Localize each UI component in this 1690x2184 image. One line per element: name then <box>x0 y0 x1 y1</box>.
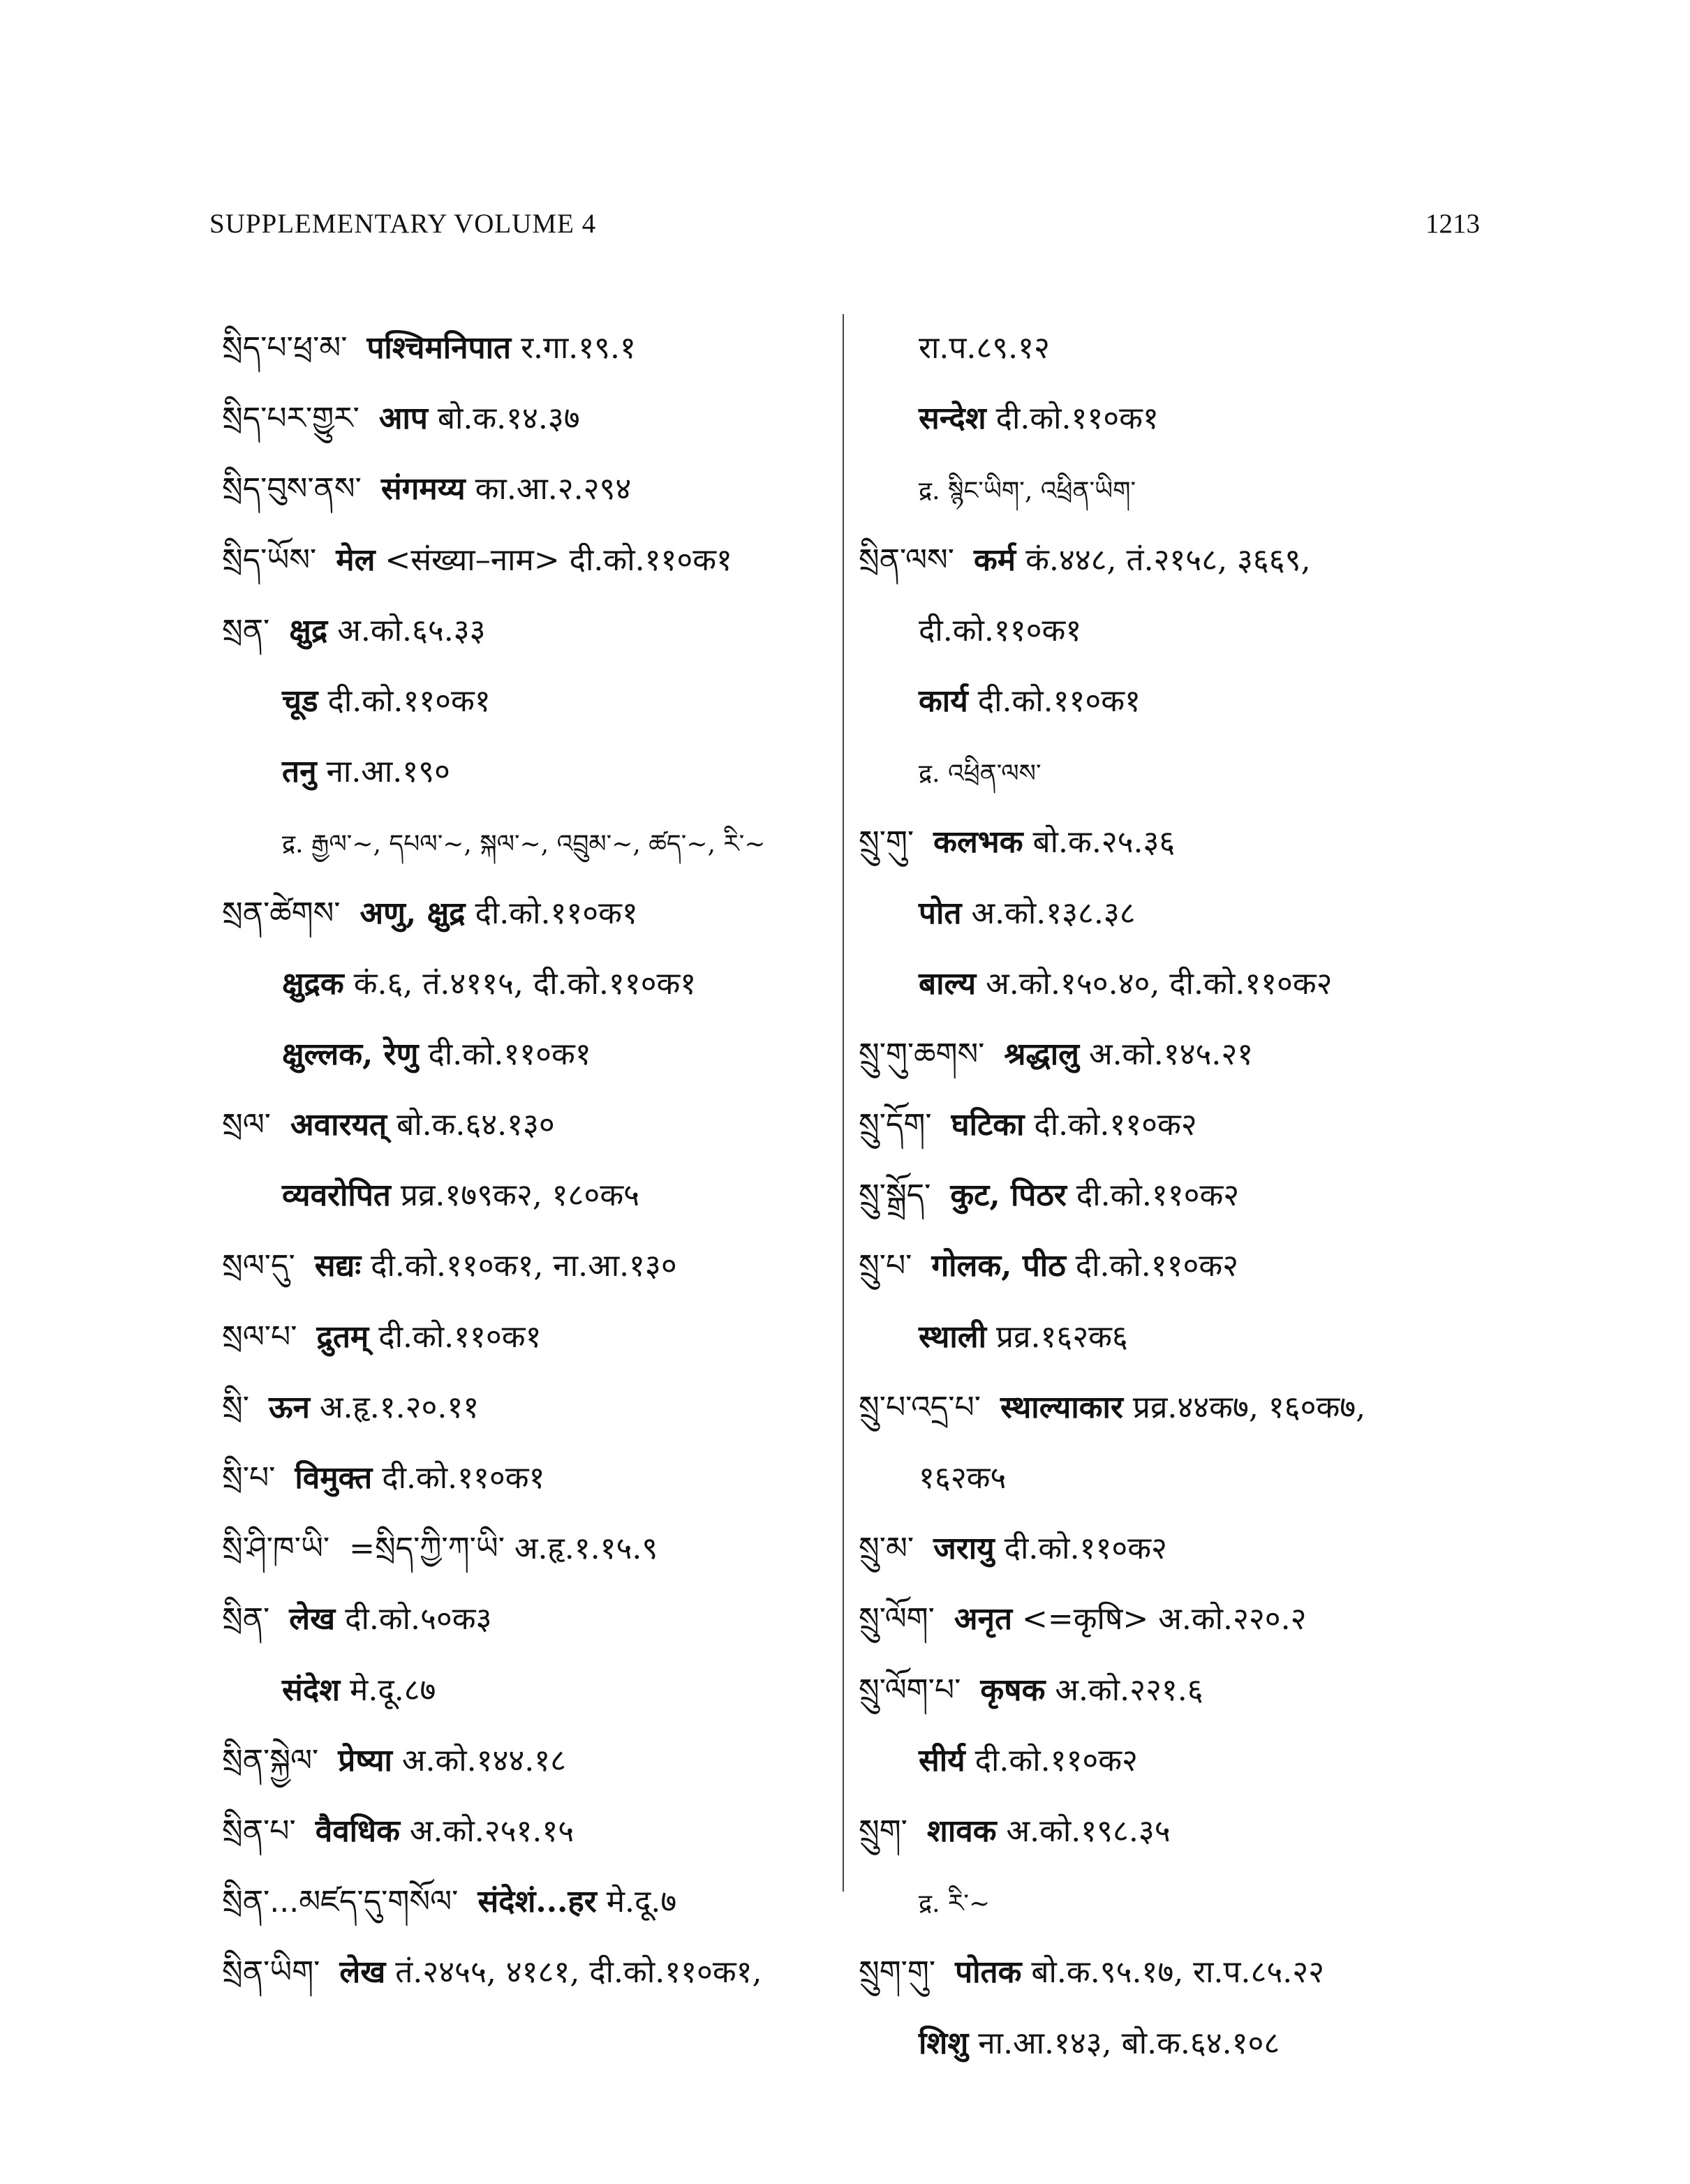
tibetan-headword: སྲིན་ཡིག་ <box>222 1954 320 1991</box>
sanskrit-equivalent: मेल <box>336 542 376 578</box>
tibetan-headword: སྲུ་མ་ <box>859 1531 914 1567</box>
sanskrit-equivalent: लेख <box>339 1954 386 1991</box>
source-reference: कं.४४८, तं.२१५८, ३६६९, <box>1025 542 1311 578</box>
sanskrit-equivalent: अनृत <box>954 1601 1013 1637</box>
dictionary-entry <box>222 666 836 736</box>
source-reference: =སྲིད་ཀྱི་ཀ་ཡི་ अ.हृ.१.१५.९ <box>349 1531 658 1567</box>
dictionary-entry <box>222 454 836 524</box>
source-reference: दी.को.११०क२ <box>1076 1178 1240 1214</box>
dictionary-entry <box>859 807 1501 877</box>
source-reference: अ.हृ.१.२०.११ <box>319 1389 480 1425</box>
dictionary-entry <box>859 383 1501 454</box>
sanskrit-equivalent: व्यवरोपित <box>282 1178 391 1214</box>
dictionary-entry <box>222 1231 836 1301</box>
sanskrit-equivalent: जरायु <box>933 1531 995 1567</box>
sanskrit-equivalent: कार्य <box>919 683 968 719</box>
tibetan-headword: སྲལ་དུ་ <box>222 1248 295 1284</box>
tibetan-headword: སྲི་པ་ <box>222 1460 276 1496</box>
tibetan-headword: སྲིན་པ་ <box>222 1813 296 1849</box>
dictionary-entry <box>859 1725 1501 1796</box>
dictionary-entry <box>859 525 1501 595</box>
dictionary-entry <box>222 1443 836 1513</box>
sanskrit-equivalent: प्रेष्या <box>338 1742 392 1778</box>
dictionary-entry <box>222 1019 836 1090</box>
tibetan-headword: སྲུག་ <box>859 1813 907 1849</box>
dictionary-entry <box>222 595 836 666</box>
dictionary-entry <box>859 595 1501 666</box>
source-reference: दी.को.५०क३ <box>345 1601 492 1637</box>
dictionary-entry <box>859 1302 1501 1372</box>
dictionary-entry <box>222 1937 836 2007</box>
source-reference: दी.को.११०क१, ना.आ.१३० <box>371 1248 677 1284</box>
dictionary-entry <box>222 525 836 595</box>
source-reference: दी.को.११०क१ <box>378 1318 542 1355</box>
tibetan-headword: སྲི་ <box>222 1389 249 1425</box>
sanskrit-equivalent: वैवधिक <box>315 1813 400 1849</box>
tibetan-headword: སྲིན་ལས་ <box>859 542 954 578</box>
cross-reference: द्र. འཕྲིན་ལས་ <box>919 759 1042 789</box>
sanskrit-equivalent: संदेश <box>282 1672 341 1708</box>
dictionary-entry <box>222 878 836 949</box>
source-reference: का.आ.२.२९४ <box>475 471 632 507</box>
dictionary-entry <box>222 1160 836 1231</box>
tibetan-headword: སྲུ་སྒྲོད་ <box>859 1178 931 1214</box>
tibetan-headword: སྲུ་གུ་ཆགས་ <box>859 1036 985 1072</box>
page-header <box>209 208 1480 250</box>
sanskrit-equivalent: संगमय्य <box>380 471 466 507</box>
tibetan-headword: སྲུ་ལོག་པ་ <box>859 1672 961 1708</box>
dictionary-entry <box>859 1019 1501 1090</box>
dictionary-entry <box>222 1513 836 1584</box>
cross-reference: द्र. སྙིང་ཡིག་, འཕྲིན་ཡིག་ <box>919 477 1136 506</box>
tibetan-headword: སྲན་ཚེགས་ <box>222 895 341 931</box>
source-reference: बो.क.२५.३६ <box>1032 824 1176 861</box>
sanskrit-equivalent: स्थाली <box>919 1318 986 1355</box>
left-column <box>222 313 836 2008</box>
running-title: SUPPLEMENTARY VOLUME 4 <box>209 209 597 239</box>
tibetan-headword: སྲིད་པར་གྱུར་ <box>222 401 360 437</box>
source-reference: कं.६, तं.४११५, दी.को.११०क१ <box>353 965 697 1002</box>
source-reference: प्रव्र.१६२क६ <box>995 1318 1128 1355</box>
source-reference: दी.को.११०क१ <box>327 683 491 719</box>
dictionary-entry <box>859 1231 1501 1301</box>
dictionary-entry <box>222 1796 836 1866</box>
sanskrit-equivalent: कृषक <box>980 1672 1046 1708</box>
source-reference: दी.को.११०क१ <box>977 683 1141 719</box>
tibetan-headword: སྲིན་ <box>222 1601 270 1637</box>
tibetan-headword: སྲལ་པ་ <box>222 1318 297 1355</box>
sanskrit-equivalent: अणु, क्षुद्र <box>360 895 466 931</box>
source-reference: दी.को.११०क१ <box>919 612 1082 648</box>
sanskrit-equivalent: अवारयत् <box>290 1107 387 1143</box>
cross-reference: द्र. རི་~ <box>919 1889 991 1919</box>
tibetan-headword: སྲུ་ལོག་ <box>859 1601 935 1637</box>
sanskrit-equivalent: लेख <box>289 1601 336 1637</box>
dictionary-entry <box>859 1655 1501 1725</box>
source-reference: दी.को.११०क१ <box>995 401 1159 437</box>
source-reference: प्रव्र.१७९क२, १८०क५ <box>400 1178 639 1214</box>
sanskrit-equivalent: पश्चिमनिपात <box>366 330 512 366</box>
tibetan-headword: སྲིད་བུས་ནས་ <box>222 471 362 507</box>
dictionary-entry <box>222 1866 836 1937</box>
source-reference: दी.को.११०क२ <box>1004 1531 1167 1567</box>
source-reference: अ.को.१४५.२१ <box>1088 1036 1254 1072</box>
dictionary-entry <box>859 454 1501 524</box>
right-column <box>859 313 1501 2079</box>
sanskrit-equivalent: तनु <box>282 754 317 790</box>
dictionary-entry <box>859 1796 1501 1866</box>
dictionary-entry <box>859 949 1501 1019</box>
tibetan-headword: སྲུག་གུ་ <box>859 1954 936 1991</box>
source-reference: अ.को.१३८.३८ <box>971 895 1136 931</box>
tibetan-headword: སྲུ་དོག་ <box>859 1107 932 1143</box>
sanskrit-equivalent: क्षुद्रक <box>282 965 344 1002</box>
source-reference: दी.को.११०क१ <box>428 1036 591 1072</box>
sanskrit-equivalent: कलभक <box>933 824 1023 861</box>
source-reference: दी.को.११०क२ <box>1034 1107 1197 1143</box>
source-reference: र.गा.१९.१ <box>521 330 636 366</box>
cross-reference: द्र. རྒྱལ་~, དཔལ་~, སྐལ་~, འབྲུམ་~, ཚད་~, རི་~ <box>282 830 766 859</box>
source-reference: रा.प.८९.१२ <box>919 330 1050 366</box>
sanskrit-equivalent: स्थाल्याकार <box>1000 1389 1123 1425</box>
dictionary-entry <box>859 736 1501 807</box>
dictionary-entry <box>859 1513 1501 1584</box>
tibetan-headword: སྲལ་ <box>222 1107 272 1143</box>
source-reference: <संख्या–नाम> दी.को.११०क१ <box>385 542 732 578</box>
source-reference: अ.को.६५.३३ <box>337 612 486 648</box>
tibetan-headword: སྲིན་...མཛད་དུ་གསོལ་ <box>222 1884 459 1920</box>
dictionary-entry <box>222 1372 836 1443</box>
source-reference: ना.आ.१९० <box>326 754 450 790</box>
source-reference: <=कृषि> अ.को.२२०.२ <box>1022 1601 1307 1637</box>
dictionary-entry <box>222 949 836 1019</box>
dictionary-entry <box>222 736 836 807</box>
source-reference: बो.क.१४.३७ <box>437 401 580 437</box>
sanskrit-equivalent: सीर्य <box>919 1742 965 1778</box>
tibetan-headword: སྲི་ཤི་ཁ་ཡི་ <box>222 1531 330 1567</box>
source-reference: अ.को.१५०.४०, दी.को.११०क२ <box>986 965 1333 1002</box>
dictionary-entry <box>859 666 1501 736</box>
column-divider <box>843 314 844 1892</box>
dictionary-entry <box>222 383 836 454</box>
sanskrit-equivalent: पोत <box>919 895 962 931</box>
source-reference: अ.को.१९८.३५ <box>1006 1813 1171 1849</box>
sanskrit-equivalent: विमुक्त <box>295 1460 373 1496</box>
source-reference: प्रव्र.४४क७, १६०क७, <box>1132 1389 1366 1425</box>
source-reference: बो.क.६४.१३० <box>396 1107 555 1143</box>
tibetan-headword: སྲིད་པ་ཕྲ་མ་ <box>222 330 348 366</box>
dictionary-entry <box>859 1160 1501 1231</box>
source-reference: मे.दू.७ <box>606 1884 677 1920</box>
source-reference: मे.दू.८७ <box>350 1672 436 1708</box>
dictionary-entry <box>222 1584 836 1654</box>
source-reference: १६२क५ <box>919 1460 1007 1496</box>
dictionary-entry <box>222 313 836 383</box>
source-reference: अ.को.१४४.१८ <box>401 1742 567 1778</box>
sanskrit-equivalent: सद्यः <box>314 1248 362 1284</box>
sanskrit-equivalent: क्षुद्र <box>289 612 328 648</box>
dictionary-entry <box>859 1937 1501 2007</box>
sanskrit-equivalent: द्रुतम् <box>316 1318 369 1355</box>
dictionary-entry <box>859 2008 1501 2079</box>
sanskrit-equivalent: संदेशं...हर <box>477 1884 597 1920</box>
sanskrit-equivalent: क्षुल्लक, रेणु <box>282 1036 419 1072</box>
page-number: 1213 <box>1425 209 1480 239</box>
dictionary-entry <box>222 1725 836 1796</box>
dictionary-entry <box>859 1090 1501 1160</box>
source-reference: अ.को.२५१.१५ <box>409 1813 575 1849</box>
sanskrit-equivalent: श्रद्धालु <box>1004 1036 1079 1072</box>
dictionary-entry <box>859 313 1501 383</box>
source-reference: दी.को.११०क१ <box>382 1460 545 1496</box>
source-reference: दी.को.११०क२ <box>974 1742 1138 1778</box>
sanskrit-equivalent: ऊन <box>268 1389 310 1425</box>
sanskrit-equivalent: सन्देश <box>919 401 986 437</box>
sanskrit-equivalent: घटिका <box>951 1107 1025 1143</box>
dictionary-entry <box>859 1443 1501 1513</box>
sanskrit-equivalent: पोतक <box>955 1954 1022 1991</box>
sanskrit-equivalent: शावक <box>926 1813 997 1849</box>
source-reference: अ.को.२२१.६ <box>1055 1672 1203 1708</box>
tibetan-headword: སྲུ་གུ་ <box>859 824 914 861</box>
tibetan-headword: སྲུ་པ་འདྲ་པ་ <box>859 1389 981 1425</box>
source-reference: दी.को.११०क१ <box>475 895 638 931</box>
dictionary-entry <box>859 1584 1501 1654</box>
sanskrit-equivalent: कुट, पिठर <box>950 1178 1067 1214</box>
dictionary-entry <box>222 1302 836 1372</box>
dictionary-entry <box>222 807 836 877</box>
tibetan-headword: སྲིད་ཡོས་ <box>222 542 317 578</box>
sanskrit-equivalent: बाल्य <box>919 965 977 1002</box>
dictionary-entry <box>222 1655 836 1725</box>
dictionary-entry <box>222 1090 836 1160</box>
source-reference: बो.क.९५.१७, रा.प.८५.२२ <box>1031 1954 1325 1991</box>
source-reference: दी.को.११०क२ <box>1075 1248 1239 1284</box>
sanskrit-equivalent: चूड <box>282 683 318 719</box>
tibetan-headword: སྲན་ <box>222 612 270 648</box>
source-reference: तं.२४५५, ४१८१, दी.को.११०क१, <box>395 1954 762 1991</box>
dictionary-entry <box>859 1372 1501 1443</box>
dictionary-entry <box>859 1866 1501 1937</box>
sanskrit-equivalent: गोलक, पीठ <box>931 1248 1066 1284</box>
dictionary-entry <box>859 878 1501 949</box>
sanskrit-equivalent: शिशु <box>919 2025 969 2061</box>
sanskrit-equivalent: आप <box>378 401 428 437</box>
source-reference: ना.आ.१४३, बो.क.६४.१०८ <box>978 2025 1280 2061</box>
tibetan-headword: སྲུ་པ་ <box>859 1248 912 1284</box>
sanskrit-equivalent: कर्म <box>973 542 1016 578</box>
tibetan-headword: སྲིན་སྐྱེལ་ <box>222 1742 319 1778</box>
